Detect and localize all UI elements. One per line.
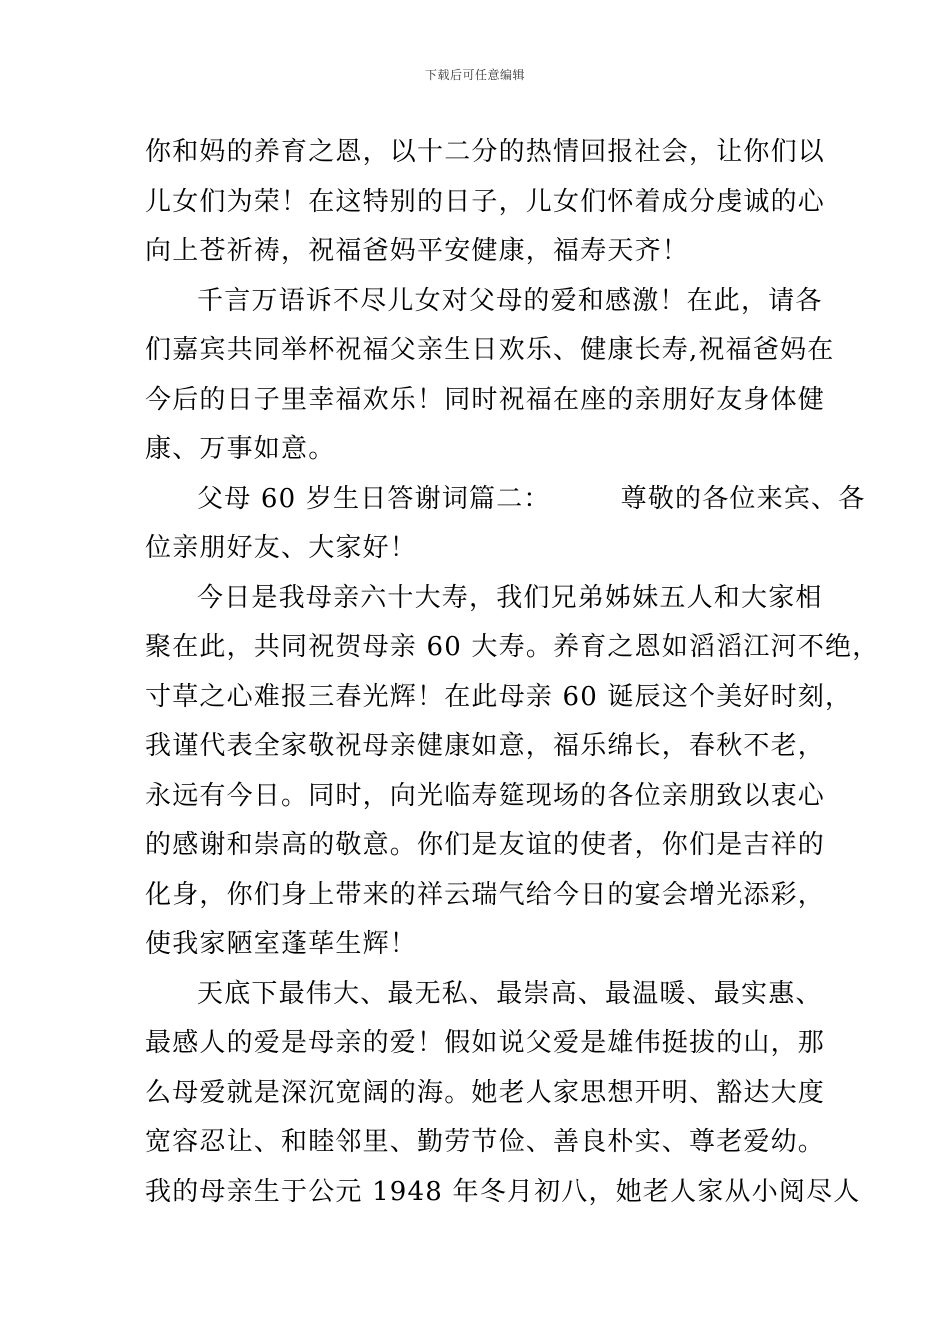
text-line: 们嘉宾共同举杯祝福父亲生日欢乐、健康长寿,祝福爸妈在 [145,335,835,365]
text-line: 你和妈的养育之恩，以十二分的热情回报社会，让你们以 [145,137,826,167]
text-line: 今日是我母亲六十大寿，我们兄弟姊妹五人和大家相 [197,582,823,613]
text-line: 永远有今日。同时，向光临寿筵现场的各位亲朋致以衷心 [145,780,826,811]
text-line: 寸草之心难报三春光辉！在此母亲 60 诞辰这个美好时刻， [145,681,853,712]
text-line: 位亲朋好友、大家好！ [145,533,418,563]
text-line: 聚在此，共同祝贺母亲 60 大寿。养育之恩如滔滔江河不绝， [145,632,880,662]
text-line: 我谨代表全家敬祝母亲健康如意，福乐绵长，春秋不老， [145,731,826,761]
section-heading-line [145,475,866,525]
text-line: 的感谢和崇高的敬意。你们是友谊的使者，你们是吉祥的 [145,830,826,860]
salutation-start: 尊敬的各位来宾、各 [620,483,866,514]
text-line: 天底下最伟大、最无私、最崇高、最温暖、最实惠、 [197,978,823,1009]
text-line: 千言万语诉不尽儿女对父母的爱和感激！在此，请各 [197,285,823,316]
text-line: 今后的日子里幸福欢乐！同时祝福在座的亲朋好友身体健 [145,384,826,415]
text-line: 宽容忍让、和睦邻里、勤劳节俭、善良朴实、尊老爱幼。 [145,1127,826,1157]
text-line: 儿女们为荣！在这特别的日子，儿女们怀着成分虔诚的心 [145,186,826,217]
text-line: 使我家陋室蓬荜生辉！ [145,929,418,959]
document-body [145,128,880,1217]
section-heading: 父母 60 岁生日答谢词篇二： [197,483,551,514]
text-line: 我的母亲生于公元 1948 年冬月初八，她老人家从小阅尽人 [145,1176,861,1207]
text-line: 康、万事如意。 [145,434,336,464]
text-line: 么母爱就是深沉宽阔的海。她老人家思想开明、豁达大度 [145,1077,826,1108]
page-header-note: 下载后可任意编辑 [424,68,525,82]
text-line: 最感人的爱是母亲的爱！假如说父爱是雄伟挺拔的山，那 [145,1028,826,1058]
text-line: 向上苍祈祷，祝福爸妈平安健康，福寿天齐！ [145,236,690,266]
text-line: 化身，你们身上带来的祥云瑞气给今日的宴会增光添彩， [145,879,826,910]
